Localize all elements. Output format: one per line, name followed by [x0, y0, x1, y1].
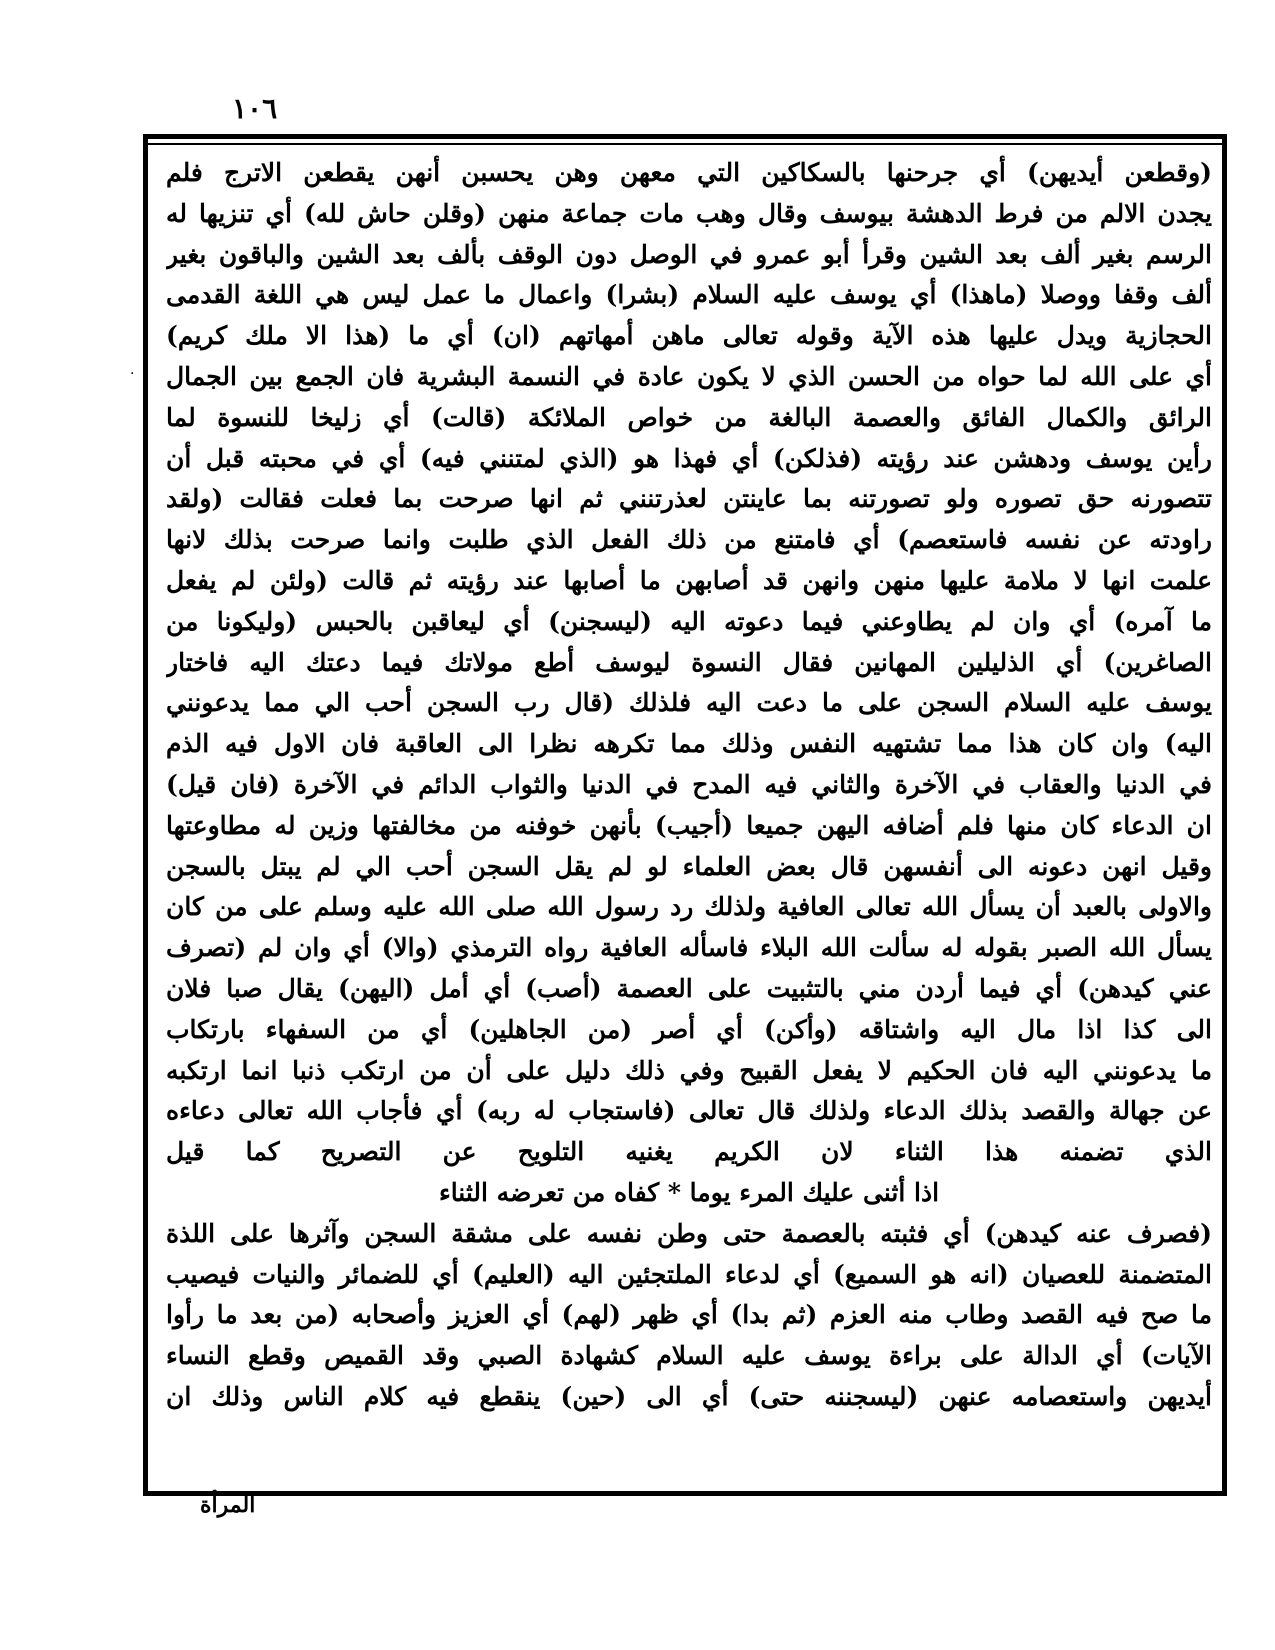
margin-mark: ·	[130, 366, 135, 382]
text-line: تتصورنه حق تصوره ولو تصورتنه بما عاينتن لعذرتنني ثم انها صرحت بما فعلت فقالت (ولقد	[166, 484, 1212, 514]
text-frame	[143, 134, 1227, 1496]
text-line: يجدن الالم من فرط الدهشة بيوسف وقال وهب مات جماعة منهن (وقلن حاش لله) أي تنزيها له	[166, 198, 1212, 228]
text-line: عني كيدهن) أي فيما أردن مني بالتثبيت على العصمة (أصب) أي أمل (اليهن) يقال صبا فلان	[166, 973, 1212, 1003]
catchword: المرأة	[200, 1492, 256, 1518]
main-text	[166, 153, 1212, 1418]
text-line: الصاغرين) أي الذليلين المهانين فقال النسوة ليوسف أطع مولاتك فيما دعتك اليه فاختار	[166, 647, 1212, 677]
text-line: ما آمره) أي وان لم يطاوعني فيما دعوته اليه (ليسجنن) أي ليعاقبن بالحبس (وليكونا من	[166, 606, 1212, 636]
text-line: اذا أثنى عليك المرء يوما * كفاه من تعرضه الثناء	[438, 1177, 940, 1207]
text-line: يوسف عليه السلام السجن على ما دعت اليه فلذلك (قال رب السجن أحب الي مما يدعونني	[166, 688, 1212, 718]
text-line: رأين يوسف ودهشن عند رؤيته (فذلكن) أي فهذا هو (الذي لمتنني فيه) أي في محبته قبل أن	[166, 443, 1212, 473]
text-line: أي على الله لما حواه من الحسن الذي لا يكون عادة في النسمة البشرية فان الجمع بين الجمال	[166, 361, 1212, 391]
text-line: راودته عن نفسه فاستعصم) أي فامتنع من ذلك الفعل الذي طلبت وانما صرحت بذلك لانها	[166, 525, 1212, 555]
text-line: المتضمنة للعصيان (انه هو السميع) أي لدعاء الملتجئين اليه (العليم) أي للضمائر والنيات فيصيب	[166, 1259, 1212, 1289]
text-line: يسأل الله الصبر بقوله له سألت الله البلاء فاسأله العافية رواه الترمذي (والا) أي وان لم (تصرف	[166, 933, 1212, 963]
text-line: الآيات) أي الدالة على براءة يوسف عليه السلام كشهادة الصبي وقد القميص وقطع النساء	[166, 1341, 1212, 1371]
text-line: ما صح فيه القصد وطاب منه العزم (ثم بدا) أي ظهر (لهم) أي العزيز وأصحابه (من بعد ما رأوا	[166, 1300, 1212, 1330]
text-line: وقيل انهن دعونه الى أنفسهن قال بعض العلماء لو لم يقل السجن أحب الي لم يبتل بالسجن	[166, 851, 1212, 881]
text-line: علمت انها لا ملامة عليها منهن وانهن قد أصابهن ما أصابها عند رؤيته ثم قالت (ولئن لم يفعل	[166, 565, 1212, 595]
text-line: (فصرف عنه كيدهن) أي فثبته بالعصمة حتى وطن نفسه على مشقة السجن وآثرها على اللذة	[166, 1218, 1212, 1248]
text-line: والاولى بالعبد أن يسأل الله تعالى العافية ولذلك رد رسول الله صلى الله عليه وسلم على من كان	[166, 892, 1212, 922]
text-line: اليه) وان كان هذا مما تشتهيه النفس وذلك مما تكرهه نظرا الى العاقبة فان الاول فيه الذم	[166, 729, 1212, 759]
text-line: الحجازية ويدل عليها هذه الآية وقوله تعالى ماهن أمهاتهم (ان) أي ما (هذا الا ملك كريم)	[166, 321, 1212, 351]
text-line: ان الدعاء كان منها فلم أضافه اليهن جميعا (أجيب) بأنهن خوفنه من مخالفتها وزين له مطاوعتها	[166, 810, 1212, 840]
text-line: ما يدعونني اليه فان الحكيم لا يفعل القبيح وفي ذلك دليل على أن من ارتكب ذنبا انما ارتكبه	[166, 1055, 1212, 1085]
text-line: الرسم بغير ألف بعد الشين وقرأ أبو عمرو في الوصل دون الوقف بألف بعد الشين والباقون بغير	[166, 239, 1212, 269]
text-line: عن جهالة والقصد بذلك الدعاء ولذلك قال تعالى (فاستجاب له ربه) أي فأجاب الله تعالى دعاءه	[166, 1096, 1212, 1126]
text-line: ألف وقفا ووصلا (ماهذا) أي يوسف عليه السلام (بشرا) واعمال ما عمل ليس هي اللغة القدمى	[166, 280, 1212, 310]
text-line: الى كذا اذا مال اليه واشتاقه (وأكن) أي أصر (من الجاهلين) أي من السفهاء بارتكاب	[166, 1014, 1212, 1044]
text-line: الذي تضمنه هذا الثناء لان الكريم يغنيه التلويح عن التصريح كما قيل	[166, 1137, 1212, 1167]
text-line: الرائق والكمال الفائق والعصمة البالغة من خواص الملائكة (قالت) أي زليخا للنسوة لما	[166, 402, 1212, 432]
text-line: (وقطعن أيديهن) أي جرحنها بالسكاكين التي معهن وهن يحسبن أنهن يقطعن الاترج فلم	[166, 158, 1212, 187]
page-number: ١٠٦	[232, 92, 278, 125]
text-line: في الدنيا والعقاب في الآخرة والثاني فيه المدح في الدنيا والثواب الدائم في الآخرة (فان قيل)	[166, 769, 1212, 799]
text-line: أيديهن واستعصامه عنهن (ليسجننه حتى) أي الى (حين) ينقطع فيه كلام الناس وذلك ان	[166, 1381, 1212, 1411]
